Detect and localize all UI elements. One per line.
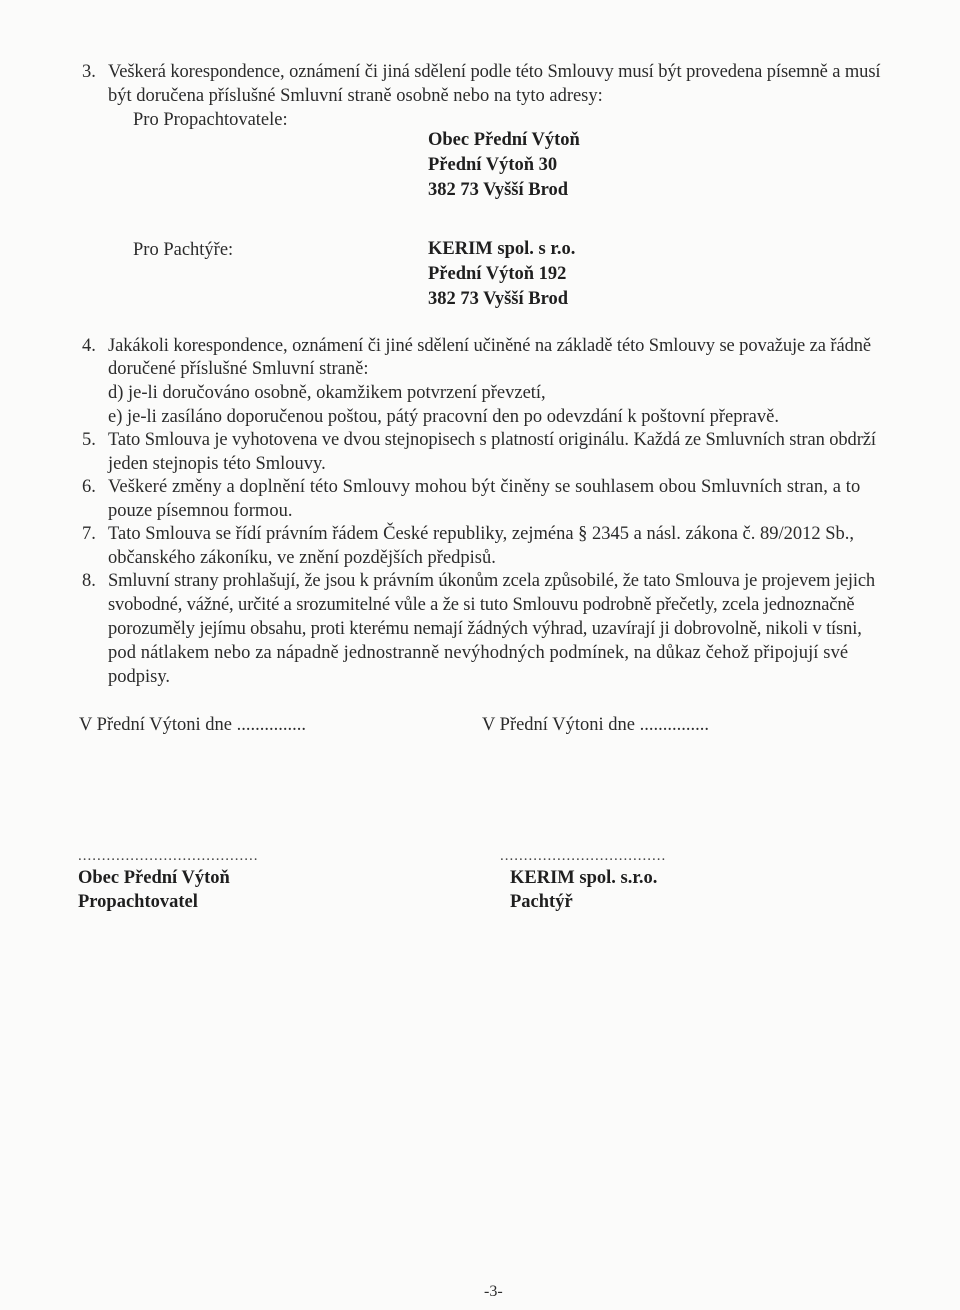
place-date-right: V Přední Výtoni dne ............... (482, 715, 709, 735)
clause-text-line: Smluvní strany prohlašují, že jsou k právním úkonům zcela způsobilé, že tato Smlouva je projevem jejich (108, 571, 876, 591)
clause-text-line: občanského zákoníku, ve znění pozdějších předpisů. (108, 548, 496, 568)
clause-text-line: svobodné, vážné, určité a srozumitelné vůle a že si tuto Smlouvu podrobně přečetly, zcela jednoznačně (108, 595, 855, 615)
signatory-role: Propachtovatel (78, 892, 198, 912)
clause-number: 5. (82, 430, 96, 450)
place-date-left: V Přední Výtoni dne ............... (79, 715, 306, 735)
clause-text-line: pouze písemnou formou. (108, 501, 293, 521)
address-city: 382 73 Vyšší Brod (428, 289, 568, 309)
signature-line: ...................................... (78, 848, 259, 864)
recipient-label-pachtyr: Pro Pachtýře: (133, 240, 234, 260)
address-name: Obec Přední Výtoň (428, 130, 580, 150)
clause-text-line: Tato Smlouva je vyhotovena ve dvou stejnopisech s platností originálu. Každá ze Smluvních stran obdrží (108, 430, 876, 450)
clause-text-line: Veškerá korespondence, oznámení či jiná sdělení podle této Smlouvy musí být provedena písemně a musí (108, 62, 881, 82)
address-street: Přední Výtoň 192 (428, 264, 567, 284)
clause-number: 7. (82, 524, 96, 544)
clause-number: 3. (82, 62, 96, 82)
address-name: KERIM spol. s r.o. (428, 239, 576, 259)
signature-line: ................................... (500, 848, 667, 864)
signatory-name: Obec Přední Výtoň (78, 868, 230, 888)
signatory-role: Pachtýř (510, 892, 573, 912)
address-street: Přední Výtoň 30 (428, 155, 558, 175)
clause-number: 8. (82, 571, 96, 591)
clause-number: 6. (82, 477, 96, 497)
clause-text-line: pod nátlakem nebo za nápadně jednostranně nevýhodných podmínek, na důkaz čehož připojují své (108, 643, 849, 663)
clause-text-line: e) je-li zasíláno doporučenou poštou, pátý pracovní den po odevzdání k poštovní přepravě. (108, 407, 779, 427)
clause-text-line: Veškeré změny a doplnění této Smlouvy mohou být činěny se souhlasem obou Smluvních stran, a to (108, 477, 861, 497)
page-number: -3- (484, 1283, 503, 1300)
address-city: 382 73 Vyšší Brod (428, 180, 568, 200)
clause-text-line: doručené příslušné Smluvní straně: (108, 359, 369, 379)
clause-text-line: d) je-li doručováno osobně, okamžikem potvrzení převzetí, (108, 383, 546, 403)
clause-text-line: Jakákoli korespondence, oznámení či jiné sdělení učiněné na základě této Smlouvy se považuje za řádně (108, 336, 872, 356)
signatory-name: KERIM spol. s.r.o. (510, 868, 658, 888)
clause-text-line: porozuměly jejímu obsahu, proti kterému nemají žádných výhrad, uzavírají ji dobrovolně, nikoli v tísni, (108, 619, 862, 639)
clause-text-line: být doručena příslušné Smluvní straně osobně nebo na tyto adresy: (108, 86, 603, 106)
clause-text-line: jeden stejnopis této Smlouvy. (108, 454, 326, 474)
clause-text-line: Tato Smlouva se řídí právním řádem České republiky, zejména § 2345 a násl. zákona č. 89/2012 Sb., (108, 524, 855, 544)
recipient-label-propachtovatel: Pro Propachtovatele: (133, 110, 288, 130)
clause-text-line: podpisy. (108, 667, 171, 687)
clause-number: 4. (82, 336, 96, 356)
